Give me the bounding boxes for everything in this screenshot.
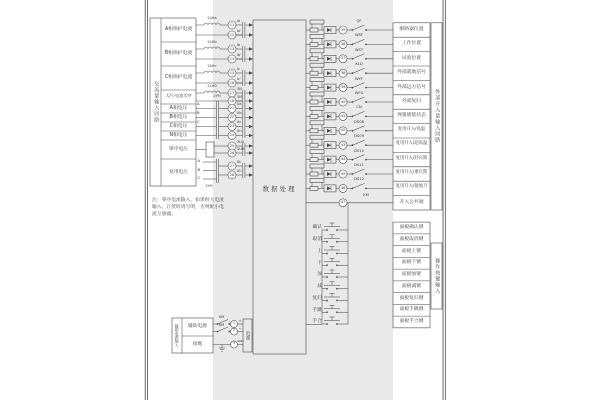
switch-code: DS08 [354, 119, 364, 124]
ext-input-label: 试验位置 [401, 55, 422, 61]
terminal-number: 23 [229, 124, 235, 129]
ext-terminal-number: 35 [340, 27, 346, 32]
signal-label: UL' [236, 168, 243, 173]
ext-input-label: 复用开入/重瓦斯 [395, 170, 428, 175]
ext-terminal-number: 41 [340, 114, 346, 118]
terminal-number: 15 [229, 70, 235, 75]
key-label: 复归 [312, 295, 322, 301]
switch-code: KLD [355, 62, 363, 67]
central-box-label: 数据处理 [262, 185, 297, 193]
terminal-number: 14 [229, 56, 235, 61]
terminal-number: 26 [229, 150, 235, 155]
ac-channel-label: 大/小电流零序 [165, 93, 192, 98]
ac-channel-label: A相电压 [169, 105, 188, 111]
terminal-number: 13 [229, 46, 235, 51]
terminal-number: 18 [229, 98, 235, 103]
signal-label: Un [236, 129, 242, 134]
terminal-number: 25 [229, 143, 235, 148]
panel-key-label: 面板下键 [401, 260, 422, 266]
ext-terminal-number: 36 [340, 42, 346, 46]
key-label: 减 [317, 284, 322, 290]
phase-letter: C [197, 119, 200, 125]
terminal-number: 21 [229, 106, 235, 111]
note-line-3: 流互感器。 [152, 211, 176, 217]
switch-code: WST [354, 47, 364, 52]
ground-cell-label: 接地 [192, 342, 203, 347]
phase-letter: C [197, 175, 201, 181]
ac-channel-label: B相电压 [169, 114, 188, 120]
ext-terminal-number: 40 [340, 99, 346, 104]
signal-label: 3I0' [236, 94, 244, 99]
panel-key-label: 面板手合键 [399, 319, 424, 324]
switch-code: DS10 [354, 148, 364, 153]
panel-key-label: 面板复归键 [399, 295, 424, 301]
switch-code: DS12 [354, 177, 364, 182]
terminal-number: 28 [229, 172, 235, 177]
pt-label: 2YH [213, 94, 221, 99]
aux-power-group-label: 辅助电源输入 [175, 324, 181, 347]
power-terminal-number: 3 [232, 341, 236, 346]
key-label: 取消 [312, 237, 322, 243]
ac-channel-label: B相保护电流 [164, 51, 193, 56]
power-terminal-number: 1 [232, 320, 236, 325]
signal-label: Ia [236, 18, 241, 23]
ext-terminal-number: 47 [340, 200, 346, 205]
ext-input-label: 复用开入/接地刀 [395, 184, 428, 190]
ext-terminal-number: 37 [340, 56, 346, 61]
power-switch-label-1: KM [219, 314, 225, 319]
key-label: 手跳 [312, 307, 322, 313]
ext-input-label: 复用开入/轻瓦斯 [395, 155, 428, 161]
power-supply-box-label: 电源 [245, 330, 251, 341]
power-switch-label-2: KM [219, 322, 225, 327]
panel-key-label: 面板减键 [401, 283, 422, 289]
ext-terminal-number: 45 [340, 171, 346, 176]
signal-label: 3I0 [236, 86, 243, 91]
ext-input-label: 弹簧储能状态 [397, 113, 426, 119]
ext-input-label: 外部就地信号 [397, 70, 426, 76]
panel-key-label: 面板取消键 [399, 236, 424, 242]
switch-code: KM [363, 193, 369, 198]
switch-code: QF [356, 19, 362, 23]
terminal-number: 11 [229, 22, 235, 27]
aux-power-cell-label: 辅助电源 [187, 324, 208, 329]
power-mark-minus: − [238, 327, 242, 331]
panel-key-label: 面板手跳键 [399, 307, 424, 313]
ext-terminal-number: 43 [340, 142, 346, 147]
ac-channel-label: C相电压 [169, 123, 188, 129]
panel-keys-group-label: 操作按键输入 [434, 258, 441, 294]
power-mark-gnd: GND [237, 339, 244, 343]
key-label: 下 [317, 260, 322, 266]
ext-input-label: 复用开入/高温 [397, 126, 426, 132]
switch-code: WFG [354, 91, 364, 95]
ext-terminal-number: 44 [340, 157, 346, 162]
terminal-number: 12 [229, 32, 235, 37]
ext-input-label: 外部复归 [401, 99, 422, 104]
ac-input-group-label: 交流量输入回路 [153, 81, 160, 123]
key-label: 手合 [312, 319, 322, 325]
panel-key-label: 面板确认键 [399, 225, 424, 230]
terminal-number: 22 [229, 115, 235, 120]
signal-label: Ib' [236, 52, 242, 57]
ext-input-label: 开入公共端 [399, 199, 424, 205]
key-label: 确认 [312, 225, 322, 231]
ext-input-label: 工作位置 [401, 41, 422, 47]
key-label: 加 [317, 272, 322, 278]
ac-channel-label: 复用电压 [168, 169, 189, 175]
ct-label: 2LH0 [207, 83, 217, 88]
panel-key-label: 面板加键 [401, 272, 422, 277]
signal-label: Ib [236, 42, 241, 47]
switch-code: DS11 [354, 163, 364, 167]
pt-label: 2YH [205, 183, 213, 188]
switch-code: WYF [354, 76, 364, 81]
ext-terminal-number: 38 [340, 70, 346, 75]
ac-channel-label: N相电压 [169, 132, 188, 138]
note-line-2: 输入，订货时请写明，否则配小电 [152, 204, 224, 210]
signal-label: 3U0 [236, 139, 245, 144]
terminal-number: 24 [229, 133, 235, 138]
terminal-number: 16 [229, 80, 235, 85]
switch-code: WSF [354, 33, 364, 38]
ext-input-label: 复用开入/超高温 [395, 141, 428, 147]
ct-label: 2LHa [207, 15, 217, 20]
signal-label: Ub [236, 111, 242, 116]
signal-label: Ic [236, 66, 240, 71]
ct-label: 2LHc [207, 63, 217, 68]
ct-label: 2LHb [207, 39, 217, 44]
phase-letter: B [197, 110, 200, 116]
terminal-number: 17 [229, 90, 235, 95]
signal-label: Ia' [236, 28, 242, 33]
phase-letter: A [197, 101, 200, 107]
signal-label: Uc [236, 120, 242, 125]
power-mark-plus: + [238, 319, 242, 323]
ext-terminal-number: 39 [340, 85, 346, 90]
signal-label: Ua [236, 102, 242, 107]
ac-channel-label: 零序电压 [168, 146, 189, 152]
power-terminal-number: 2 [232, 328, 236, 333]
external-inputs-group-label: 外部开入量输入回路 [434, 89, 441, 143]
switch-code: CN [356, 105, 362, 110]
phase-letter: B [197, 166, 201, 172]
signal-label: UL [236, 159, 242, 164]
ac-channel-label: A相保护电流 [164, 27, 193, 32]
terminal-number: 27 [229, 163, 235, 168]
note-line-1: 注：零序电流输入，如果很大电流 [152, 197, 224, 203]
ac-channel-label: C相保护电流 [164, 75, 193, 80]
ext-input-label: 外部远方信号 [397, 84, 426, 90]
panel-key-label: 面板上键 [401, 248, 422, 254]
signal-label: Ic' [236, 76, 241, 81]
signal-label: 3U0' [236, 146, 245, 151]
ext-terminal-number: 46 [340, 186, 346, 190]
switch-code: DS09 [354, 134, 364, 139]
phase-letter: A [197, 158, 201, 164]
key-label: 上 [317, 248, 322, 254]
ext-terminal-number: 42 [340, 128, 346, 133]
ext-input-label: 断路器位置 [399, 27, 424, 32]
